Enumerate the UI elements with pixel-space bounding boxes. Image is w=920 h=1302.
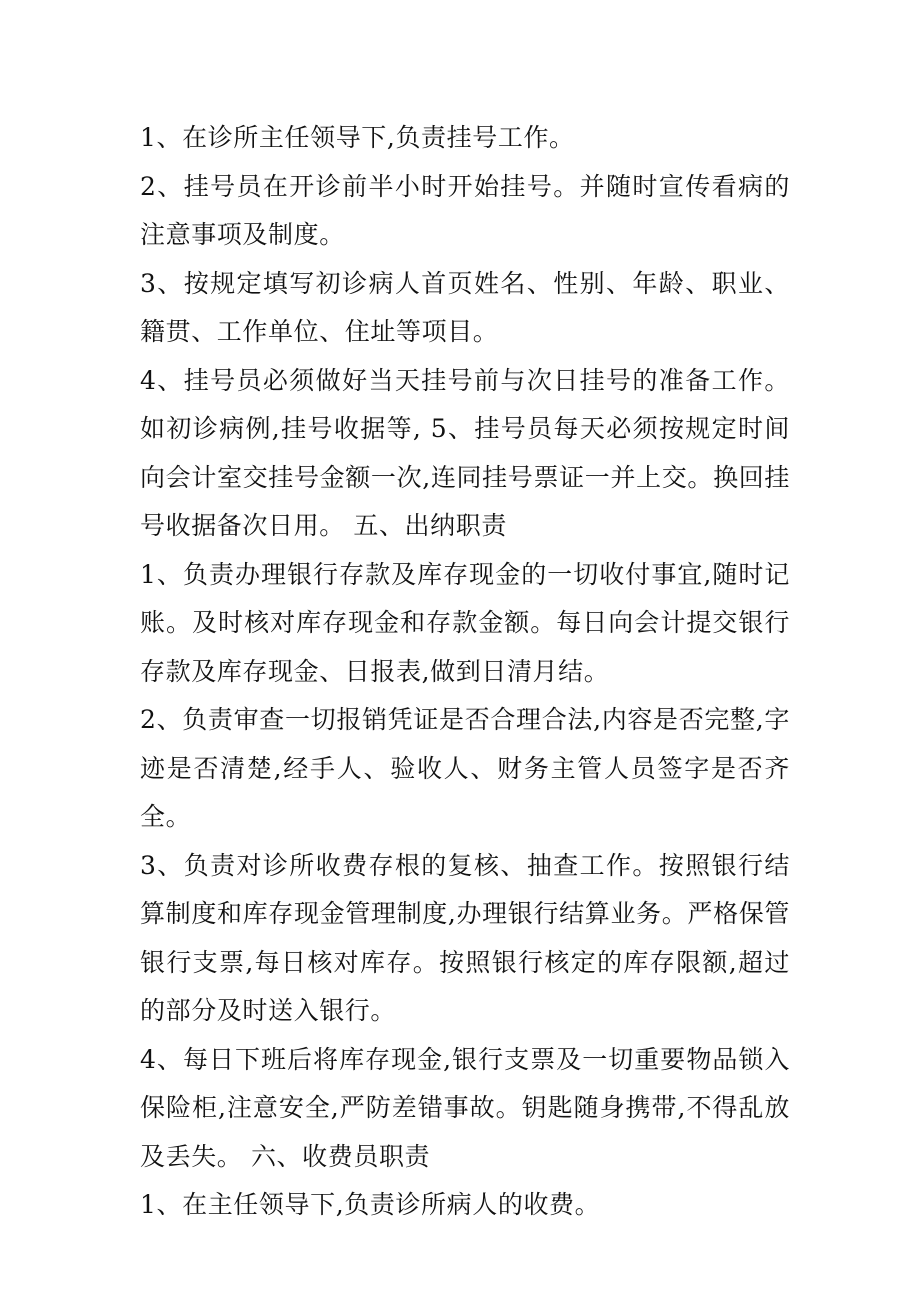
paragraph-cashier-4: 4、每日下班后将库存现金,银行支票及一切重要物品锁入保险柜,注意安全,严防差错事故。钥匙随身携带,不得乱放及丢失。 六、收费员职责: [140, 1044, 790, 1171]
paragraph-registration-3: 3、按规定填写初诊病人首页姓名、性别、年龄、职业、籍贯、工作单位、住址等项目。: [140, 268, 790, 346]
paragraph-cashier-3: 3、负责对诊所收费存根的复核、抽查工作。按照银行结算制度和库存现金管理制度,办理银行结算业务。严格保管银行支票,每日核对库存。按照银行核定的库存限额,超过的部分及时送入银行。: [140, 850, 790, 1025]
paragraph-registration-4-5: 4、挂号员必须做好当天挂号前与次日挂号的准备工作。如初诊病例,挂号收据等, 5、挂号员每天必须按规定时间向会计室交挂号金额一次,连同挂号票证一并上交。换回挂号收据备次日用。 五、出纳职责: [140, 365, 790, 540]
paragraph-registration-2: 2、挂号员在开诊前半小时开始挂号。并随时宣传看病的注意事项及制度。: [140, 171, 790, 249]
paragraph-cashier-1: 1、负责办理银行存款及库存现金的一切收付事宜,随时记账。及时核对库存现金和存款金额。每日向会计提交银行存款及库存现金、日报表,做到日清月结。: [140, 559, 790, 686]
paragraph-toll-collector-1: 1、在主任领导下,负责诊所病人的收费。: [140, 1190, 601, 1219]
paragraph-registration-1: 1、在诊所主任领导下,负责挂号工作。: [140, 123, 575, 152]
paragraph-cashier-2: 2、负责审查一切报销凭证是否合理合法,内容是否完整,字迹是否清楚,经手人、验收人、财务主管人员签字是否齐全。: [140, 705, 790, 831]
document-body: [140, 114, 790, 1230]
